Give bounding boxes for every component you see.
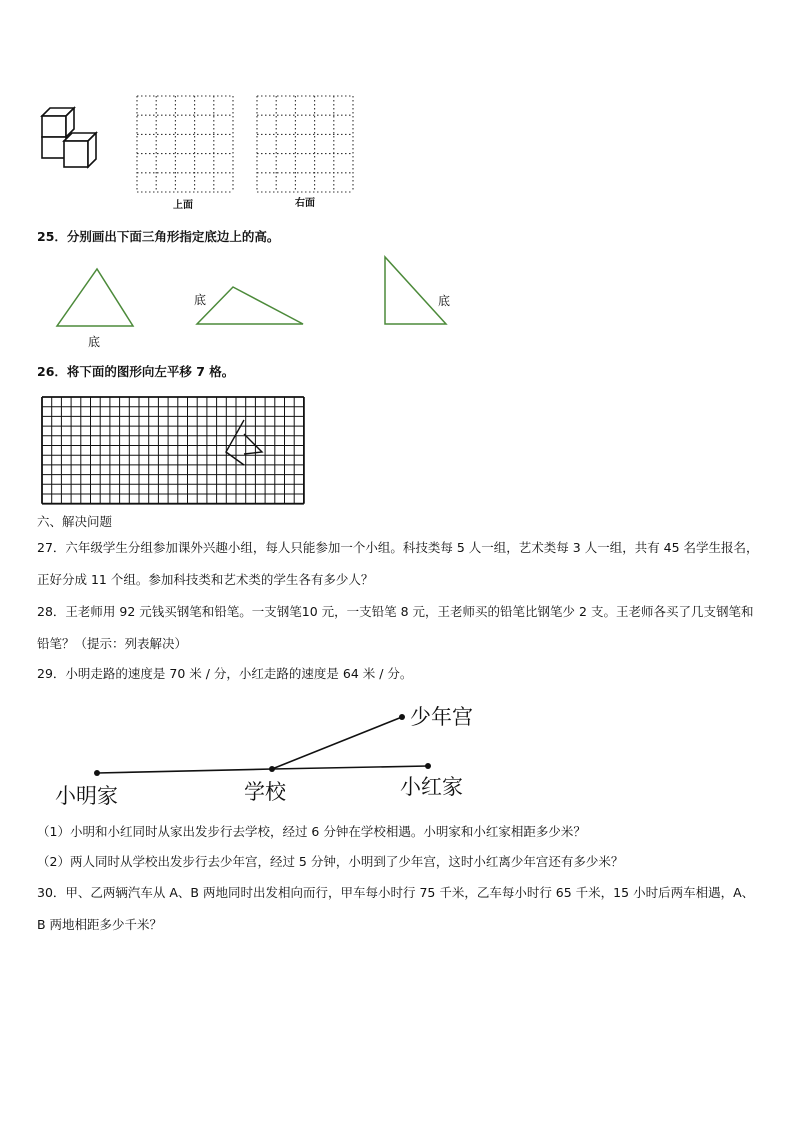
base-label-3: 底	[438, 294, 451, 308]
label-xiaohong-home: 小红家	[400, 775, 463, 799]
top-view-grid[interactable]	[134, 95, 236, 193]
triangle-2	[197, 287, 303, 324]
xiaohong-home-dot	[425, 763, 431, 769]
triangles[interactable]	[40, 250, 480, 355]
arrow-shape	[226, 420, 262, 465]
question-30: 30．甲、乙两辆汽车从 A、B 两地同时出发相向而行，甲车每小时行 75 千米，乙车每小时行 65 千米，15 小时后两车相遇，A、B 两地相距多少千米？	[37, 885, 755, 932]
question-29: 29．小明走路的速度是 70 米 / 分，小红走路的速度是 64 米 / 分。	[37, 666, 413, 681]
right-view-grid[interactable]	[254, 95, 356, 193]
youth-palace-dot	[399, 714, 405, 720]
question-28: 28．王老师用 92 元钱买钢笔和铅笔。一支钢笔10 元，一支铅笔 8 元，王老师买的铅笔比钢笔少 2 支。王老师各买了几支钢笔和铅笔？（提示：列表解决）	[37, 604, 754, 651]
label-school: 学校	[244, 780, 286, 804]
base-label-1: 底	[88, 335, 101, 349]
label-youth-palace: 少年宫	[410, 705, 473, 729]
question-29-part-1: （1）小明和小红同时从家出发步行去学校，经过 6 分钟在学校相遇。小明家和小红家相距多少米？	[37, 824, 586, 839]
top-view-label: 上面	[173, 200, 193, 211]
question-27: 27．六年级学生分组参加课外兴趣小组，每人只能参加一个小组。科技类每 5 人一组，艺术类每 3 人一组，共有 45 名学生报名，正好分成 11 个组。参加科技类和艺术类的学生各有多少人？	[37, 540, 759, 587]
question-25: 25．分别画出下面三角形指定底边上的高。	[37, 229, 280, 244]
triangle-3	[385, 257, 446, 324]
base-label-2: 底	[194, 293, 207, 307]
cube-figure	[40, 100, 112, 172]
school-dot	[269, 766, 275, 772]
question-26: 26．将下面的图形向左平移 7 格。	[37, 364, 235, 379]
translation-grid[interactable]	[40, 395, 308, 505]
triangle-1	[57, 269, 133, 326]
xiaoming-home-dot	[94, 770, 100, 776]
question-29-part-2: （2）两人同时从学校出发步行去少年宫，经过 5 分钟，小明到了少年宫，这时小红离少年宫还有多少米？	[37, 854, 624, 869]
right-view-label: 右面	[295, 198, 315, 209]
section-title: 六、解决问题	[37, 514, 113, 529]
label-xiaoming-home: 小明家	[55, 784, 118, 808]
